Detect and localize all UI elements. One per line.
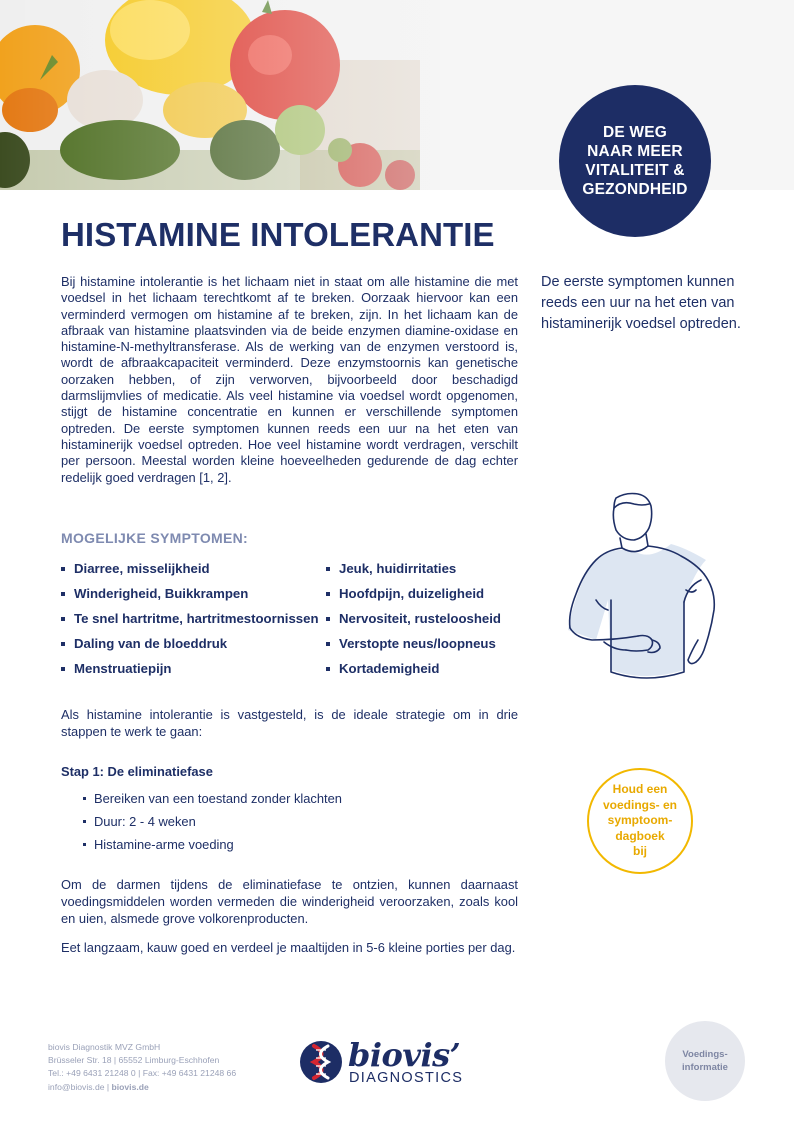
contact-line: info@biovis.de | biovis.de: [48, 1081, 149, 1092]
man-stomach-ache-illustration: [556, 490, 736, 700]
symptoms-list-left: [61, 556, 319, 681]
strategy-intro: Als histamine intolerantie is vastgesteld, is de ideale strategie om in drie stappen te werk te gaan:: [61, 707, 518, 739]
bullet-icon: [61, 592, 65, 596]
step-1-list: [83, 787, 342, 856]
badge-text: DE WEG NAAR MEER VITALITEIT & GEZONDHEID: [582, 124, 688, 198]
bullet-icon: [326, 617, 330, 621]
dna-helix-logo-icon: [299, 1038, 343, 1086]
relief-paragraph: Om de darmen tijdens de eliminatiefase te ontzien, kunnen daarnaast voedingsmiddelen worden vermeden die winderigheid veroorzaken, zoals kool en uien, alsmede grove volkorenproducten.: [61, 877, 518, 926]
email-link[interactable]: info@biovis.de: [48, 1081, 105, 1092]
bullet-icon: [61, 642, 65, 646]
list-item: Daling van de bloeddruk: [61, 631, 319, 656]
brand-subtitle: DIAGNOSTICS: [349, 1070, 464, 1086]
bullet-icon: [83, 797, 86, 800]
list-item: Te snel hartritme, hartritmestoornissen: [61, 606, 319, 631]
side-note: De eerste symptomen kunnen reeds een uur na het eten van histaminerijk voedsel optreden.: [541, 274, 741, 332]
company-name: biovis Diagnostik MVZ GmbH: [48, 1042, 161, 1052]
vitality-badge: [559, 85, 711, 237]
category-badge: [665, 1021, 745, 1101]
category-label: Voedings- informatie: [682, 1049, 728, 1073]
symptoms-list-right: [326, 556, 501, 681]
bullet-icon: [61, 617, 65, 621]
bullet-icon: [326, 567, 330, 571]
list-item: Menstruatiepijn: [61, 656, 319, 681]
footer-address: [48, 1041, 236, 1094]
street-address: Brüsseler Str. 18 | 65552 Limburg-Eschhofen: [48, 1055, 220, 1066]
brand-name: biovis’: [348, 1036, 461, 1074]
diary-tip-circle: [587, 768, 693, 874]
bullet-icon: [326, 642, 330, 646]
list-item: Verstopte neus/loopneus: [326, 631, 501, 656]
list-item: Winderigheid, Buikkrampen: [61, 581, 319, 606]
bullet-icon: [61, 667, 65, 671]
list-item: Diarree, misselijkheid: [61, 556, 319, 581]
phone-fax: Tel.: +49 6431 21248 0 | Fax: +49 6431 21248 66: [48, 1068, 237, 1079]
bullet-icon: [326, 667, 330, 671]
list-item: Histamine-arme voeding: [83, 833, 342, 856]
bullet-icon: [83, 820, 86, 823]
list-item: Duur: 2 - 4 weken: [83, 810, 342, 833]
bullet-icon: [326, 592, 330, 596]
symptoms-heading: MOGELIJKE SYMPTOMEN:: [61, 530, 248, 546]
intro-paragraph: Bij histamine intolerantie is het lichaam niet in staat om alle histamine die met voedsel in het lichaam terechtkomt af te breken. Oorzaak hiervoor kan een verminderd vermogen om histamine af te breken, zijn. In het lichaam kan de afbraak van histamine plaatsvinden via de beide enzymen diamine-oxidase en histamine-N-methyltransferase. Als de werking van de enzymen verstoord is, wordt de afbraakcapaciteit verminderd. Deze enzymstoornis kan genetische oorzaken hebben, of zijn verworven, bijvoorbeeld door beschadigd darmslijmvlies of medicatie. Als veel histamine via voedsel wordt opgenomen, stijgt de histamine concentratie en kunnen er verschillende symptomen optreden. De eerste symptomen kunnen reeds een uur na het eten van histaminerijk voedsel optreden. Hoe veel histamine wordt verdragen, verschilt per persoon. Meestal worden kleine hoeveelheden gedurende de dag echter redelijk goed verdragen [1, 2].: [61, 274, 518, 485]
eating-paragraph: Eet langzaam, kauw goed en verdeel je maaltijden in 5-6 kleine porties per dag.: [61, 940, 516, 955]
list-item: Hoofdpijn, duizeligheid: [326, 581, 501, 606]
step-1-title: Stap 1: De eliminatiefase: [61, 764, 213, 779]
web-link[interactable]: biovis.de: [111, 1081, 149, 1092]
list-item: Nervositeit, rusteloosheid: [326, 606, 501, 631]
list-item: Kortademigheid: [326, 656, 501, 681]
list-item: Bereiken van een toestand zonder klachten: [83, 787, 342, 810]
tip-text: Houd een voedings- en symptoom- dagboek bij: [602, 782, 677, 859]
bullet-icon: [61, 567, 65, 571]
page-title: HISTAMINE INTOLERANTIE: [61, 216, 495, 253]
list-item: Jeuk, huidirritaties: [326, 556, 501, 581]
bullet-icon: [83, 843, 86, 846]
